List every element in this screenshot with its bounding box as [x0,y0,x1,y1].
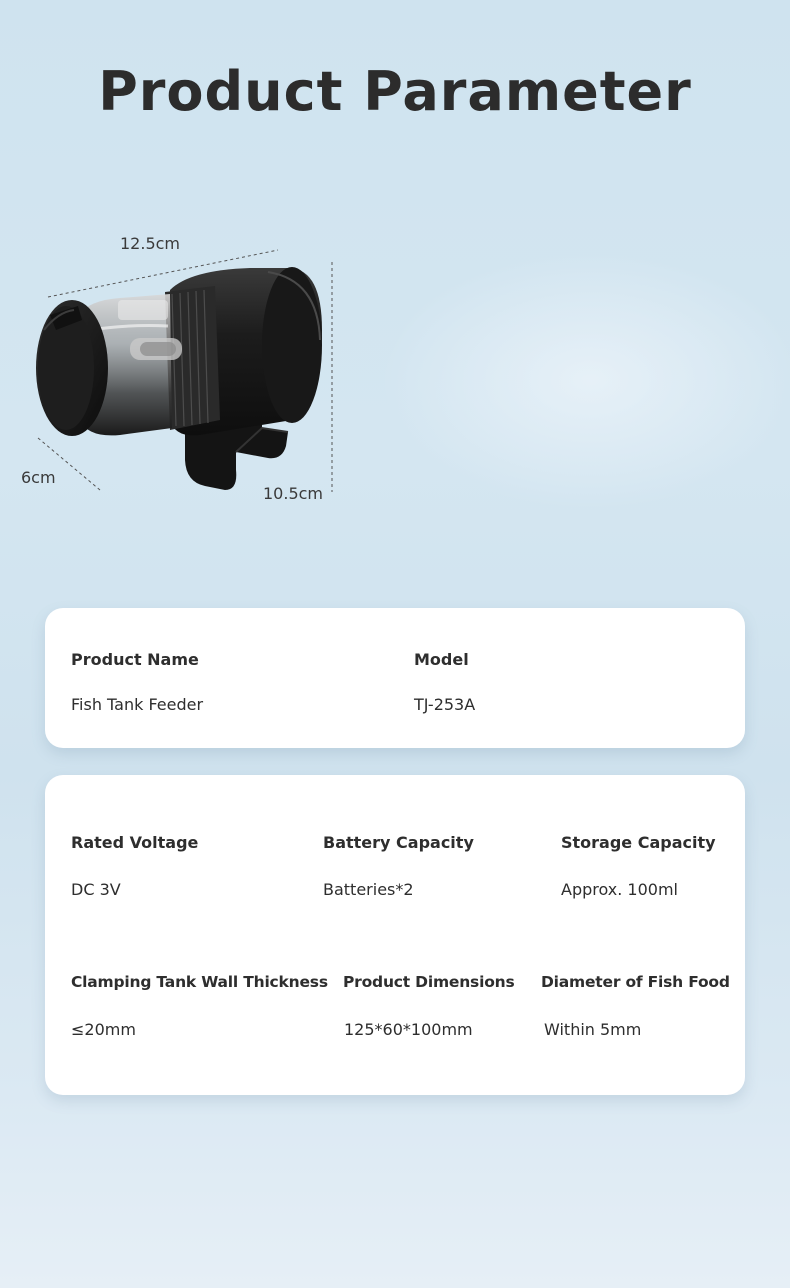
product-name-value: Fish Tank Feeder [71,695,204,714]
fish-food-diameter-label: Diameter of Fish Food [541,973,730,991]
product-dimensions-label: Product Dimensions [343,973,515,991]
model-value: TJ-253A [414,695,476,714]
clamping-thickness-value: ≤20mm [71,1020,136,1039]
specs-card [45,775,745,1095]
storage-capacity-value: Approx. 100ml [561,880,678,899]
dimension-height-label: 10.5cm [263,484,324,503]
battery-capacity-label: Battery Capacity [323,833,474,852]
dimension-length-label: 12.5cm [120,234,181,253]
rated-voltage-label: Rated Voltage [71,833,199,852]
rated-voltage-value: DC 3V [71,880,121,899]
fish-food-diameter-value: Within 5mm [544,1020,642,1039]
model-label: Model [414,650,469,669]
basic-info-card [45,608,745,748]
product-dimensions-value: 125*60*100mm [344,1020,473,1039]
dimension-width-label: 6cm [21,468,56,487]
clamping-thickness-label: Clamping Tank Wall Thickness [71,973,328,991]
battery-capacity-value: Batteries*2 [323,880,414,899]
storage-capacity-label: Storage Capacity [561,833,716,852]
page-title: Product Parameter [98,60,692,123]
product-figure [0,220,360,520]
product-name-label: Product Name [71,650,199,669]
background-glow [380,250,790,510]
